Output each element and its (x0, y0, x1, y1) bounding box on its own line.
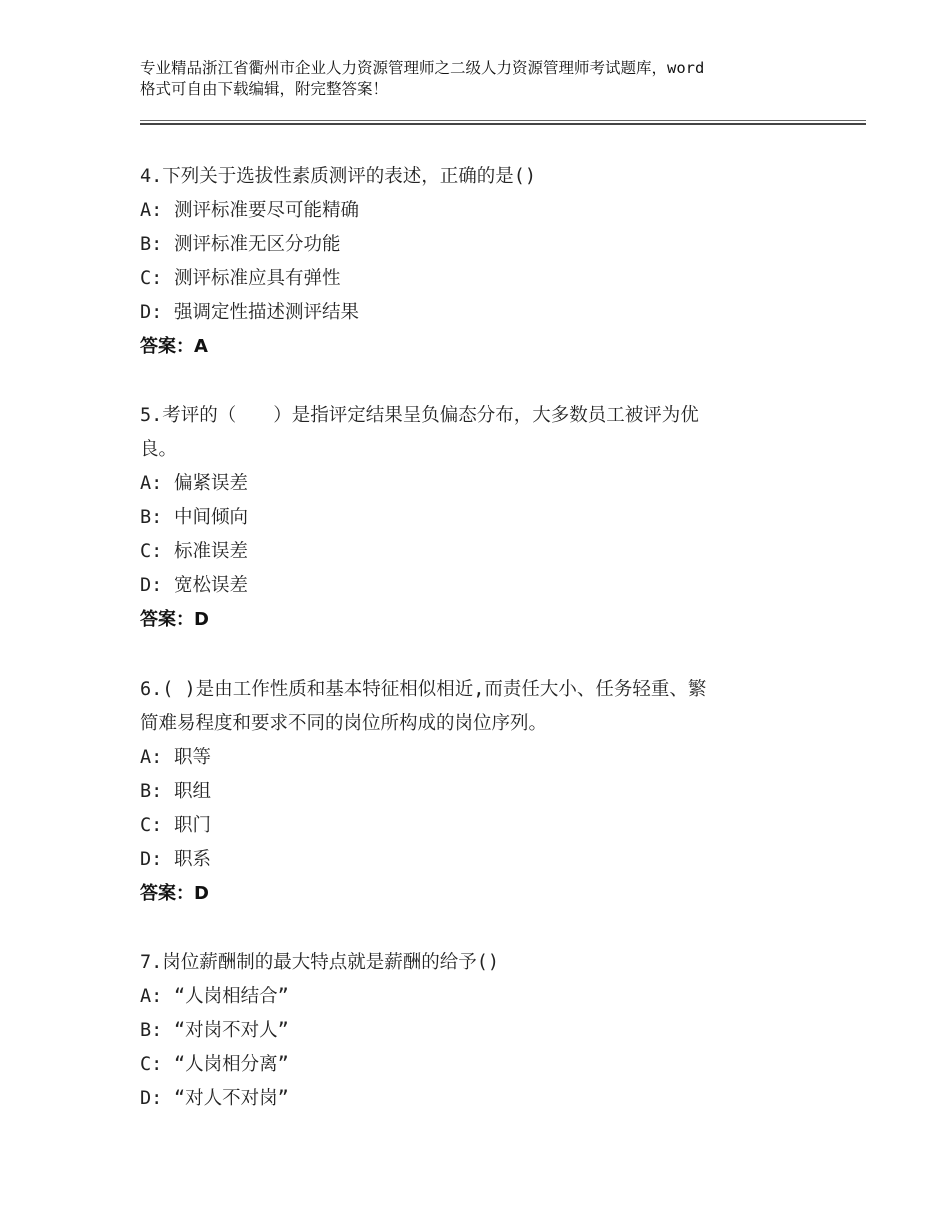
option-text: 职组 (174, 781, 212, 802)
question-block (140, 946, 810, 1116)
option-d (140, 296, 810, 330)
question-stem-continued: 良。 (140, 439, 178, 460)
option-b (140, 501, 810, 535)
option-b (140, 775, 810, 809)
question-block (140, 399, 810, 637)
option-text: 宽松误差 (174, 575, 249, 596)
option-c (140, 262, 810, 296)
answer-line: 答案：D (140, 609, 209, 630)
document-header (140, 58, 840, 100)
option-text: 中间倾向 (174, 507, 249, 528)
option-a (140, 741, 810, 775)
option-label: D: (140, 302, 163, 323)
option-text: 职等 (174, 747, 212, 768)
option-text: 标准误差 (174, 541, 249, 562)
option-label: A: (140, 986, 163, 1007)
option-c (140, 1048, 810, 1082)
question-stem: 4.下列关于选拔性素质测评的表述，正确的是() (140, 166, 537, 187)
option-label: C: (140, 541, 163, 562)
question-block (140, 160, 810, 364)
header-line-1: 专业精品浙江省衢州市企业人力资源管理师之二级人力资源管理师考试题库，word (140, 59, 705, 77)
question-stem: 7.岗位薪酬制的最大特点就是薪酬的给予() (140, 952, 500, 973)
option-c (140, 809, 810, 843)
option-text: 强调定性描述测评结果 (174, 302, 360, 323)
question-block (140, 673, 810, 911)
option-text: 测评标准应具有弹性 (174, 268, 341, 289)
option-label: C: (140, 815, 163, 836)
header-divider-thin (140, 120, 866, 121)
header-divider-thick (140, 123, 866, 125)
option-label: A: (140, 200, 163, 221)
option-label: C: (140, 268, 163, 289)
option-text: “人岗相结合” (174, 986, 289, 1007)
option-label: C: (140, 1054, 163, 1075)
option-d (140, 843, 810, 877)
option-a (140, 980, 810, 1014)
option-label: B: (140, 1020, 163, 1041)
option-b (140, 1014, 810, 1048)
option-text: 测评标准要尽可能精确 (174, 200, 360, 221)
option-c (140, 535, 810, 569)
header-line-2: 格式可自由下载编辑，附完整答案！ (140, 80, 389, 98)
option-b (140, 228, 810, 262)
answer-line: 答案：D (140, 883, 209, 904)
option-label: A: (140, 473, 163, 494)
option-text: 职系 (174, 849, 212, 870)
option-a (140, 467, 810, 501)
answer-line: 答案：A (140, 336, 208, 357)
option-text: 测评标准无区分功能 (174, 234, 341, 255)
option-label: D: (140, 1088, 163, 1109)
option-label: B: (140, 781, 163, 802)
option-label: D: (140, 849, 163, 870)
option-label: B: (140, 234, 163, 255)
option-label: D: (140, 575, 163, 596)
option-text: 偏紧误差 (174, 473, 249, 494)
option-a (140, 194, 810, 228)
option-label: A: (140, 747, 163, 768)
question-stem: 6.( )是由工作性质和基本特征相似相近,而责任大小、任务轻重、繁 (140, 679, 707, 700)
option-text: “对人不对岗” (174, 1088, 289, 1109)
option-text: “人岗相分离” (174, 1054, 289, 1075)
option-d (140, 1082, 810, 1116)
option-text: “对岗不对人” (174, 1020, 289, 1041)
option-label: B: (140, 507, 163, 528)
question-stem: 5.考评的（ ）是指评定结果呈负偏态分布，大多数员工被评为优 (140, 405, 699, 426)
question-stem-continued: 简难易程度和要求不同的岗位所构成的岗位序列。 (140, 713, 548, 734)
option-text: 职门 (174, 815, 212, 836)
option-d (140, 569, 810, 603)
